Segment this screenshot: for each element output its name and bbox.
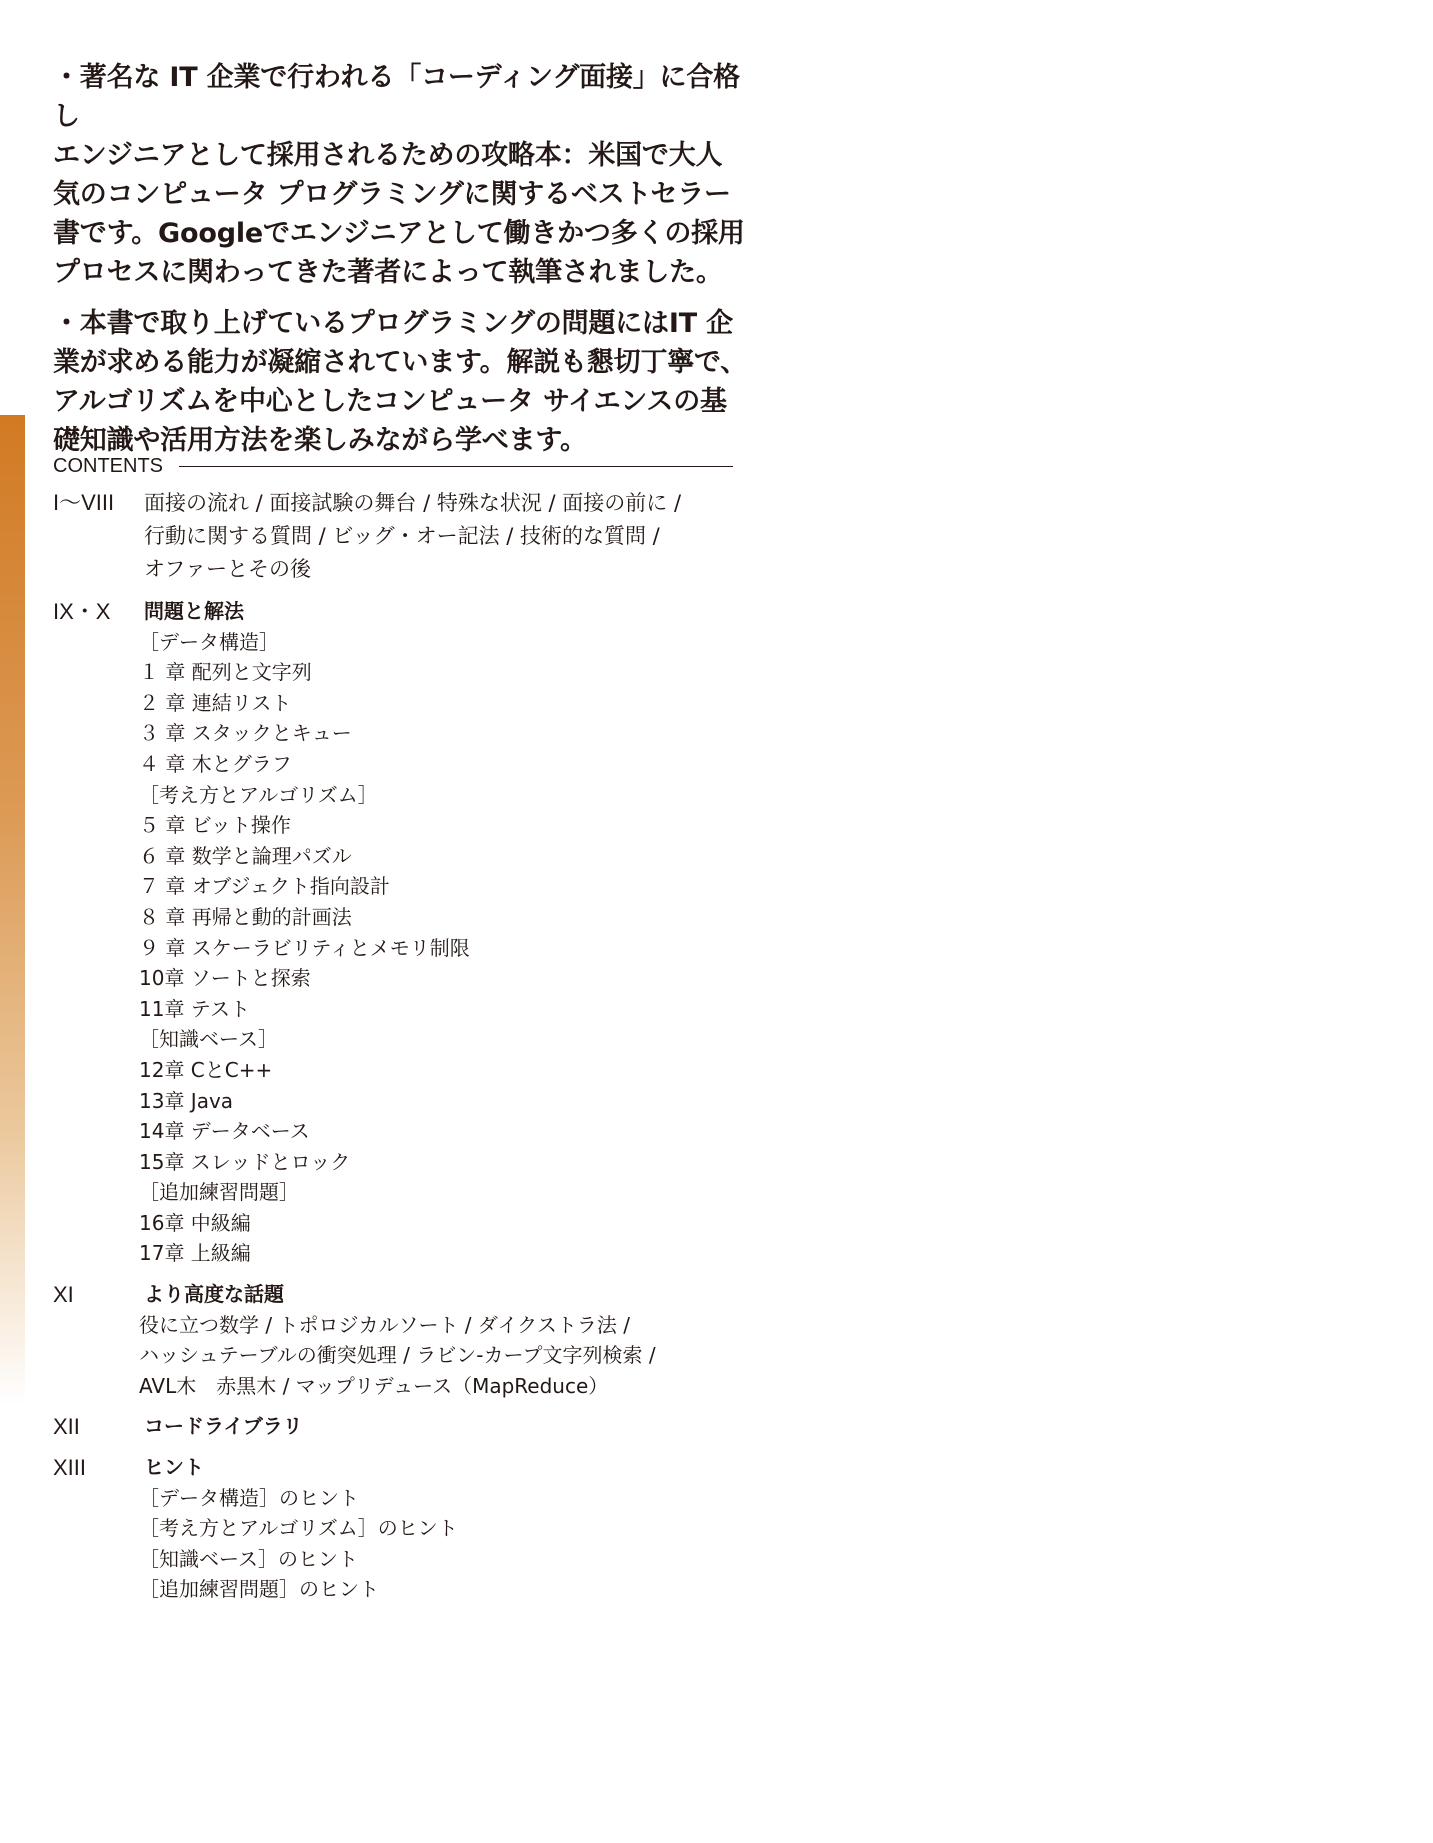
toc-section-heading: 問題と解法 (144, 599, 244, 623)
toc-section-heading: ヒント (144, 1455, 204, 1480)
toc-line: 16章 中級編 (139, 1210, 251, 1235)
toc-section-heading: より高度な話題 (144, 1282, 284, 1307)
intro-paragraph-1: ・著名な IT 企業で行われる「コーディング面接」に合格し エンジニアとして採用されるための攻略本：米国で大人 気のコンピュータ プログラミングに関するベストセラー 書です。Googleでエンジニアとして働きかつ多くの採用 プロセスに関わってきた著者によって執筆されました。 (53, 62, 745, 288)
toc-section (53, 487, 743, 586)
toc-line: ２ 章 連結リスト (139, 690, 292, 715)
toc-line: 14章 データベース (139, 1119, 310, 1144)
toc-line: 17章 上級編 (139, 1241, 251, 1266)
toc-line: ［追加練習問題］ (139, 1180, 299, 1205)
toc-line: 13章 Java (139, 1088, 234, 1113)
toc-line: 行動に関する質問 / ビッグ・オー記法 / 技術的な質問 / (144, 524, 660, 548)
toc-line: 10章 ソートと探索 (139, 966, 311, 991)
toc-line: ６ 章 数学と論理パズル (139, 843, 352, 868)
toc-section-number: XI (53, 1282, 74, 1308)
toc-section (53, 1452, 743, 1605)
toc-line: ［データ構造］ (139, 629, 279, 654)
toc-section-number: XIII (53, 1455, 87, 1481)
toc-section-body (144, 1411, 743, 1442)
toc-section (53, 1411, 743, 1442)
toc-line: 15章 スレッドとロック (139, 1149, 351, 1174)
toc-line: ［データ構造］のヒント (139, 1485, 359, 1510)
toc-line: ４ 章 木とグラフ (139, 751, 292, 776)
toc-line: ［追加練習問題］のヒント (139, 1577, 379, 1602)
toc-line: AVL木 赤黒木 / マップリデュース（MapReduce） (139, 1373, 609, 1398)
toc-section-number: IX・X (53, 599, 111, 624)
toc-line: 11章 テスト (139, 996, 251, 1021)
toc-section-heading: コードライブラリ (144, 1414, 303, 1439)
toc-section (53, 596, 743, 1269)
contents-label: CONTENTS (53, 454, 163, 477)
toc-line: ５ 章 ビット操作 (139, 813, 291, 838)
toc-line: 面接の流れ / 面接試験の舞台 / 特殊な状況 / 面接の前に / (144, 491, 682, 515)
intro-text (53, 58, 753, 460)
toc-line: ［考え方とアルゴリズム］のヒント (139, 1516, 458, 1541)
contents-rule (179, 466, 733, 467)
intro-paragraph-2: ・本書で取り上げているプログラミングの問題にはIT 企 業が求める能力が凝縮されています。解説も懇切丁寧で、 アルゴリズムを中心としたコンピュータ サイエンスの基 礎知識や活用方法を楽しみながら学べます。 (53, 308, 748, 456)
toc-section-number: I〜VIII (53, 490, 115, 515)
toc-section-body (144, 487, 743, 586)
toc-section-body (139, 1279, 743, 1401)
toc-line: ［考え方とアルゴリズム］ (139, 782, 378, 807)
toc-line: ハッシュテーブルの衝突処理 / ラビン-カープ文字列検索 / (139, 1343, 656, 1368)
toc-line: オファーとその後 (144, 557, 311, 581)
toc-line: ７ 章 オブジェクト指向設計 (139, 874, 390, 899)
contents-header (53, 453, 733, 479)
toc-section-number: XII (53, 1414, 80, 1440)
table-of-contents (53, 487, 743, 1615)
toc-section-body (139, 596, 743, 1269)
toc-line: １ 章 配列と文字列 (139, 660, 312, 685)
toc-line: 12章 CとC++ (139, 1057, 273, 1082)
toc-section (53, 1279, 743, 1401)
toc-line: ９ 章 スケーラビリティとメモリ制限 (139, 935, 470, 960)
toc-line: ８ 章 再帰と動的計画法 (139, 904, 352, 929)
toc-line: ［知識ベース］ (139, 1027, 278, 1052)
toc-line: 役に立つ数学 / トポロジカルソート / ダイクストラ法 / (139, 1312, 631, 1337)
accent-side-bar (0, 415, 25, 1405)
toc-section-body (139, 1452, 743, 1605)
toc-line: ［知識ベース］のヒント (139, 1546, 358, 1571)
toc-line: ３ 章 スタックとキュー (139, 721, 352, 746)
